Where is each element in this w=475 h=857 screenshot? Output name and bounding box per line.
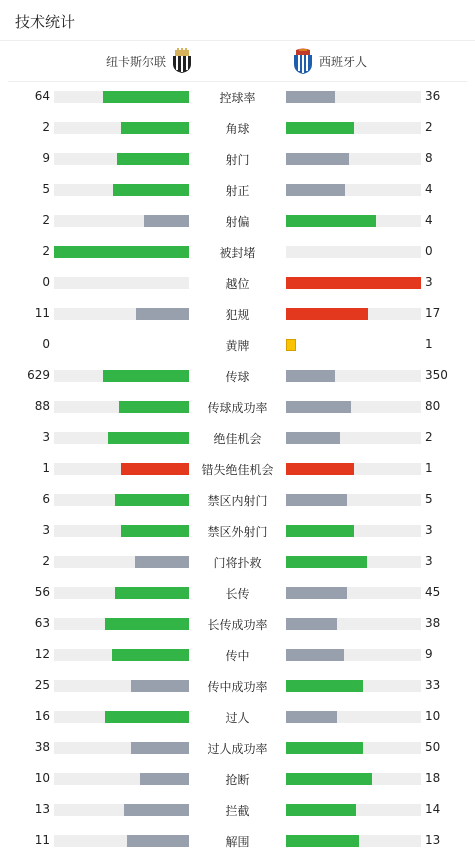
home-stat-bar — [127, 835, 189, 847]
home-stat-bar-track — [54, 494, 189, 506]
away-stat-bar — [286, 556, 367, 568]
home-stat-bar-track — [54, 649, 189, 661]
away-stat-bar — [286, 494, 347, 506]
away-stat-value: 9 — [425, 647, 433, 661]
home-stat-bar — [115, 587, 189, 599]
stat-row — [0, 670, 475, 701]
stat-row — [0, 453, 475, 484]
stat-label: 解围 — [225, 835, 250, 849]
teams-header — [8, 41, 467, 82]
home-stat-bar — [135, 556, 189, 568]
away-stat-bar — [286, 401, 351, 413]
home-stat-bar — [121, 525, 189, 537]
away-stat-value: 4 — [425, 213, 433, 227]
away-stat-bar-track — [286, 649, 421, 661]
away-stat-value: 33 — [425, 678, 441, 692]
stat-row — [0, 639, 475, 670]
away-stat-bar — [286, 370, 335, 382]
stat-row — [0, 732, 475, 763]
stat-row — [0, 81, 475, 112]
stat-label: 角球 — [225, 122, 250, 136]
home-stat-bar — [131, 742, 189, 754]
stat-row — [0, 577, 475, 608]
home-stat-bar — [108, 432, 189, 444]
away-stat-bar-track — [286, 246, 421, 258]
away-stat-value: 3 — [425, 523, 433, 537]
stat-label: 过人成功率 — [207, 742, 268, 756]
stat-row — [0, 267, 475, 298]
away-stat-bar — [286, 742, 363, 754]
away-stat-bar — [286, 587, 347, 599]
stat-row — [0, 205, 475, 236]
away-stat-bar — [286, 649, 344, 661]
stat-label: 被封堵 — [219, 246, 256, 260]
away-stat-bar-track — [286, 525, 421, 537]
home-stat-bar-track — [54, 401, 189, 413]
stat-label: 传中 — [225, 649, 250, 663]
away-stat-value: 1 — [425, 461, 433, 475]
home-stat-value: 63 — [34, 616, 50, 630]
home-stat-bar — [144, 215, 189, 227]
away-stat-bar-track — [286, 153, 421, 165]
away-stat-value: 1 — [425, 337, 433, 351]
home-stat-bar — [105, 711, 189, 723]
stat-label: 抢断 — [225, 773, 250, 787]
page-header — [0, 0, 475, 41]
stats-list — [0, 81, 475, 856]
stat-row — [0, 701, 475, 732]
away-stat-value: 50 — [425, 740, 441, 754]
home-stat-value: 3 — [42, 430, 50, 444]
home-stat-bar — [115, 494, 189, 506]
stat-row — [0, 360, 475, 391]
newcastle-crest-icon — [171, 48, 193, 74]
home-stat-value: 2 — [42, 554, 50, 568]
away-stat-bar-track — [286, 711, 421, 723]
home-stat-bar-track — [54, 215, 189, 227]
home-stat-bar-track — [54, 804, 189, 816]
away-stat-bar — [286, 525, 354, 537]
home-stat-bar-track — [54, 556, 189, 568]
home-stat-value: 25 — [34, 678, 50, 692]
home-stat-bar-track — [54, 742, 189, 754]
away-stat-bar-track — [286, 773, 421, 785]
away-stat-bar — [286, 432, 340, 444]
home-stat-bar-track — [54, 680, 189, 692]
away-stat-bar — [286, 804, 356, 816]
home-stat-value: 2 — [42, 213, 50, 227]
away-stat-bar-track — [286, 680, 421, 692]
away-stat-bar-track — [286, 370, 421, 382]
stat-label: 绝佳机会 — [213, 432, 262, 446]
home-stat-value: 629 — [27, 368, 50, 382]
away-team-name[interactable]: 西班牙人 — [319, 54, 368, 69]
espanyol-crest-icon — [292, 48, 314, 74]
home-stat-bar — [136, 308, 189, 320]
away-stat-bar-track — [286, 401, 421, 413]
home-stat-bar — [119, 401, 189, 413]
away-stat-value: 10 — [425, 709, 441, 723]
away-stat-bar-track — [286, 618, 421, 630]
stat-row — [0, 515, 475, 546]
stat-row — [0, 794, 475, 825]
home-stat-bar — [124, 804, 189, 816]
away-stat-value: 4 — [425, 182, 433, 196]
home-team[interactable] — [106, 41, 193, 81]
home-stat-bar — [117, 153, 189, 165]
home-stat-value: 11 — [34, 306, 50, 320]
away-stat-bar — [286, 277, 421, 289]
home-stat-bar — [103, 91, 189, 103]
stat-label: 禁区内射门 — [207, 494, 268, 508]
away-stat-bar-track — [286, 494, 421, 506]
home-stat-bar — [140, 773, 189, 785]
stat-row — [0, 329, 475, 360]
away-stat-bar-track — [286, 432, 421, 444]
stat-label: 射门 — [225, 153, 250, 167]
home-stat-bar — [103, 370, 189, 382]
away-stat-bar — [286, 184, 345, 196]
away-stat-value: 45 — [425, 585, 441, 599]
home-stat-value: 3 — [42, 523, 50, 537]
away-stat-value: 18 — [425, 771, 441, 785]
home-stat-bar-track — [54, 277, 189, 289]
home-stat-value: 64 — [34, 89, 50, 103]
stat-row — [0, 825, 475, 856]
away-stat-value: 350 — [425, 368, 448, 382]
away-stat-bar — [286, 711, 337, 723]
away-stat-bar-track — [286, 742, 421, 754]
home-stat-value: 2 — [42, 244, 50, 258]
away-team[interactable] — [292, 41, 367, 81]
yellow-card-icon — [286, 339, 296, 351]
home-stat-value: 9 — [42, 151, 50, 165]
home-stat-bar-track — [54, 773, 189, 785]
away-stat-bar — [286, 618, 337, 630]
home-stat-bar-track — [54, 308, 189, 320]
stat-label: 传球 — [225, 370, 250, 384]
stat-row — [0, 484, 475, 515]
home-stat-value: 13 — [34, 802, 50, 816]
away-stat-bar-track — [286, 122, 421, 134]
home-stat-bar-track — [54, 246, 189, 258]
home-stat-bar — [105, 618, 189, 630]
stat-row — [0, 608, 475, 639]
away-stat-bar-track — [286, 184, 421, 196]
home-stat-bar — [131, 680, 189, 692]
away-stat-value: 3 — [425, 275, 433, 289]
home-stat-bar-track — [54, 153, 189, 165]
stat-label: 门将扑救 — [213, 556, 262, 570]
stat-label: 传中成功率 — [207, 680, 268, 694]
home-stat-bar — [121, 122, 189, 134]
stat-row — [0, 298, 475, 329]
home-team-name[interactable]: 纽卡斯尔联 — [105, 54, 166, 69]
stat-label: 长传 — [225, 587, 250, 601]
away-stat-value: 2 — [425, 120, 433, 134]
away-stat-value: 14 — [425, 802, 441, 816]
away-stat-bar — [286, 463, 354, 475]
home-stat-bar-track — [54, 91, 189, 103]
home-stat-value: 0 — [42, 337, 50, 351]
stat-row — [0, 391, 475, 422]
stat-label: 射偏 — [225, 215, 250, 229]
away-stat-value: 3 — [425, 554, 433, 568]
home-stat-bar-track — [54, 587, 189, 599]
away-stat-bar — [286, 308, 368, 320]
home-stat-bar-track — [54, 525, 189, 537]
stat-row — [0, 174, 475, 205]
home-stat-bar — [54, 246, 189, 258]
away-stat-value: 17 — [425, 306, 441, 320]
home-stat-bar-track — [54, 370, 189, 382]
home-stat-value: 10 — [34, 771, 50, 785]
away-stat-bar — [286, 835, 359, 847]
away-stat-value: 38 — [425, 616, 441, 630]
home-stat-value: 5 — [42, 182, 50, 196]
stat-row — [0, 143, 475, 174]
stat-label: 长传成功率 — [207, 618, 268, 632]
stat-label: 过人 — [225, 711, 250, 725]
away-stat-value: 0 — [425, 244, 433, 258]
stat-label: 越位 — [225, 277, 250, 291]
stat-label: 禁区外射门 — [207, 525, 268, 539]
stat-label: 黄牌 — [225, 339, 250, 353]
home-stat-value: 2 — [42, 120, 50, 134]
away-stat-bar-track — [286, 215, 421, 227]
home-stat-bar-track — [54, 184, 189, 196]
away-stat-value: 8 — [425, 151, 433, 165]
away-stat-value: 13 — [425, 833, 441, 847]
home-stat-value: 1 — [42, 461, 50, 475]
away-stat-bar-track — [286, 463, 421, 475]
away-stat-value: 2 — [425, 430, 433, 444]
stat-label: 射正 — [225, 184, 250, 198]
home-stat-value: 12 — [34, 647, 50, 661]
stat-label: 拦截 — [225, 804, 250, 818]
home-stat-bar-track — [54, 432, 189, 444]
away-stat-bar-track — [286, 277, 421, 289]
home-stat-bar-track — [54, 122, 189, 134]
home-stat-bar — [112, 649, 189, 661]
away-stat-bar-track — [286, 308, 421, 320]
away-stat-value: 36 — [425, 89, 441, 103]
away-stat-bar — [286, 215, 376, 227]
home-stat-bar-track — [54, 711, 189, 723]
away-stat-value: 80 — [425, 399, 441, 413]
home-stat-value: 38 — [34, 740, 50, 754]
stat-row — [0, 422, 475, 453]
home-stat-value: 0 — [42, 275, 50, 289]
away-stat-bar — [286, 680, 363, 692]
home-stat-bar — [121, 463, 189, 475]
stat-label: 犯规 — [225, 308, 250, 322]
home-stat-bar — [113, 184, 189, 196]
away-stat-bar-track — [286, 804, 421, 816]
home-stat-value: 16 — [34, 709, 50, 723]
away-stat-bar — [286, 122, 354, 134]
away-stat-value: 5 — [425, 492, 433, 506]
home-stat-value: 56 — [34, 585, 50, 599]
stat-row — [0, 763, 475, 794]
away-stat-bar-track — [286, 835, 421, 847]
away-stat-bar-track — [286, 91, 421, 103]
stat-label: 错失绝佳机会 — [201, 463, 274, 477]
page-title: 技术统计 — [15, 13, 76, 31]
home-stat-value: 88 — [34, 399, 50, 413]
stat-label: 控球率 — [219, 91, 256, 105]
away-stat-bar-track — [286, 587, 421, 599]
home-stat-bar-track — [54, 463, 189, 475]
away-stat-bar-track — [286, 556, 421, 568]
home-stat-bar-track — [54, 618, 189, 630]
away-stat-bar — [286, 153, 349, 165]
stat-label: 传球成功率 — [207, 401, 268, 415]
stat-row — [0, 546, 475, 577]
away-stat-bar — [286, 773, 372, 785]
home-stat-value: 11 — [34, 833, 50, 847]
home-stat-value: 6 — [42, 492, 50, 506]
stat-row — [0, 236, 475, 267]
home-stat-bar-track — [54, 835, 189, 847]
away-stat-bar — [286, 91, 335, 103]
stat-row — [0, 112, 475, 143]
